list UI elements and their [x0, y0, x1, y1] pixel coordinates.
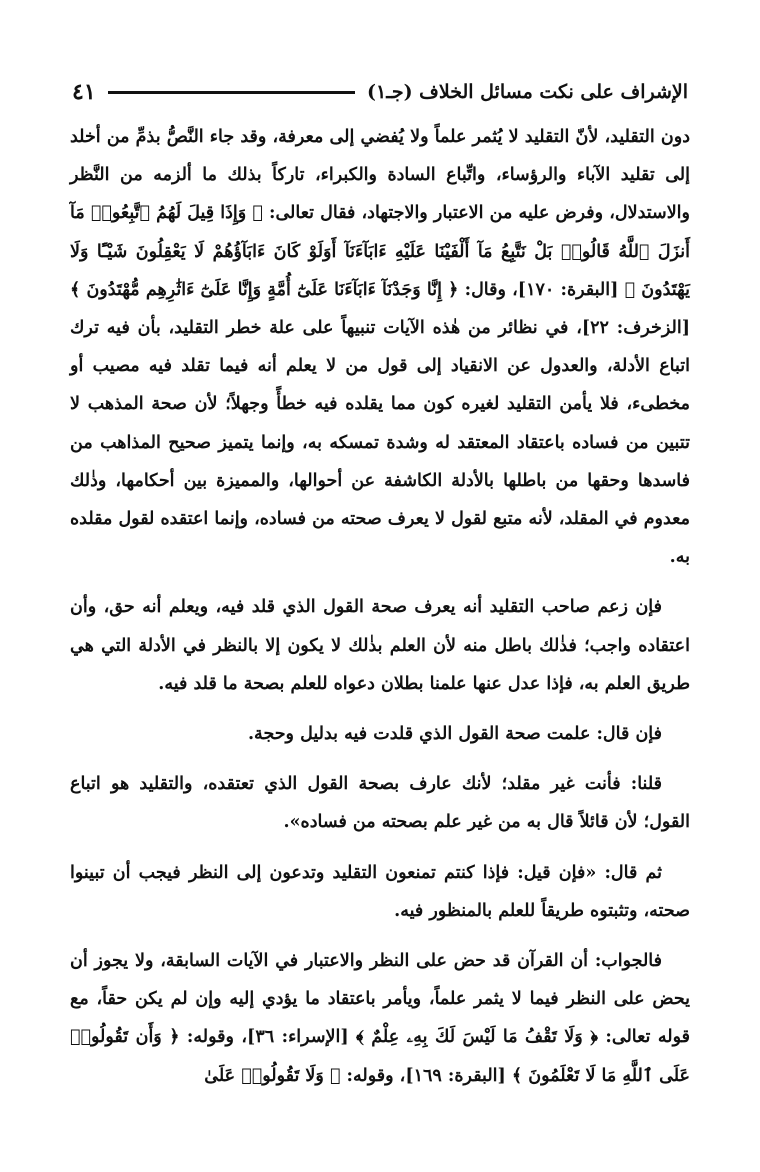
paragraph: فالجواب: أن القرآن قد حض على النظر والاعتبار في الآيات السابقة، ولا يجوز أن يحض على النظر فيما لا يثمر علماً، ويأمر باعتقاد ما يؤدي إليه وإن لم يكن حقاً، مع قوله تعالى: ﴿ وَلَا تَقْفُ مَا لَيْسَ لَكَ بِهِۦ عِلْمٌ ﴾ [الإسراء: ٣٦]، وقوله: ﴿ وَأَن تَقُولُوا۟ عَلَى ٱللَّهِ مَا لَا تَعْلَمُونَ ﴾ [البقرة: ١٦٩]، وقوله: ﴿ وَلَا تَقُولُوا۟ عَلَىٰ: [70, 951, 690, 1086]
page-number: ٤١: [72, 79, 96, 105]
paragraph: دون التقليد، لأنّ التقليد لا يُثمر علماً ولا يُفضي إلى معرفة، وقد جاء النَّصُّ بذمِّ من أخلد إلى تقليد الآباء والرؤساء، واتِّباع السادة والكبراء، تاركاً بذلك ما ألزمه من النَّظر والاستدلال، وفرض عليه من الاعتبار والاجتهاد، فقال تعالى: ﴿ وَإِذَا قِيلَ لَهُمُ ٱتَّبِعُوا۟ مَآ أَنزَلَ ٱللَّهُ قَالُوا۟ بَلْ نَتَّبِعُ مَآ أَلْفَيْنَا عَلَيْهِ ءَابَآءَنَآ أَوَلَوْ كَانَ ءَابَآؤُهُمْ لَا يَعْقِلُونَ شَيْـًٔا وَلَا يَهْتَدُونَ ﴾ [البقرة: ١٧٠]، وقال: ﴿ إِنَّا وَجَدْنَآ ءَابَآءَنَا عَلَىٰٓ أُمَّةٍ وَإِنَّا عَلَىٰٓ ءَاثَٰرِهِم مُّهْتَدُونَ ﴾ [الزخرف: ٢٢]، في نظائر من هٰذه الآيات تنبيهاً على علة خطر التقليد، بأن فيه ترك اتباع الأدلة، والعدول عن الانقياد إلى قول من لا يعلم أنه فيما تقلد فيه مصيب أو مخطىء، فلا يأمن التقليد لغيره كون مما يقلده فيه خطأً وجهلاً؛ لأن صحة المذهب لا تتبين من فساده باعتقاد المعتقد له وشدة تمسكه به، وإنما يتميز صحيح المذاهب من فاسدها وحقها من باطلها بالأدلة الكاشفة عن أحوالها، والمميزة بين أحكامها، وذٰلك معدوم في المقلد، لأنه متبع لقول لا يعرف صحته من فساده، وإنما اعتقده لقول مقلده به.: [69, 127, 690, 568]
page-header: [72, 72, 688, 112]
running-title: الإشراف على نكت مسائل الخلاف (جـ١): [367, 81, 688, 103]
paragraph: ثم قال: «فإن قيل: فإذا كنتم تمنعون التقليد وتدعون إلى النظر فيجب أن تبينوا صحته، وتثبتوه طريقاً للعلم بالمنظور فيه.: [70, 862, 690, 921]
paragraph: فإن زعم صاحب التقليد أنه يعرف صحة القول الذي قلد فيه، ويعلم أنه حق، وأن اعتقاده واجب؛ فذٰلك باطل منه لأن العلم بذٰلك لا يكون إلا بالنظر في الأدلة التي هي طريق العلم به، فإذا عدل عنها علمنا بطلان دعواه للعلم بصحة ما قلد فيه.: [70, 597, 690, 694]
paragraph: فإن قال: علمت صحة القول الذي قلدت فيه بدليل وحجة.: [247, 724, 662, 745]
page-body: [70, 118, 690, 1107]
paragraph: قلنا: فأنت غير مقلد؛ لأنك عارف بصحة القول الذي تعتقده، والتقليد هو اتباع القول؛ لأن قائلاً قال به من غير علم بصحته من فساده».: [70, 774, 690, 833]
header-rule: [108, 91, 355, 94]
